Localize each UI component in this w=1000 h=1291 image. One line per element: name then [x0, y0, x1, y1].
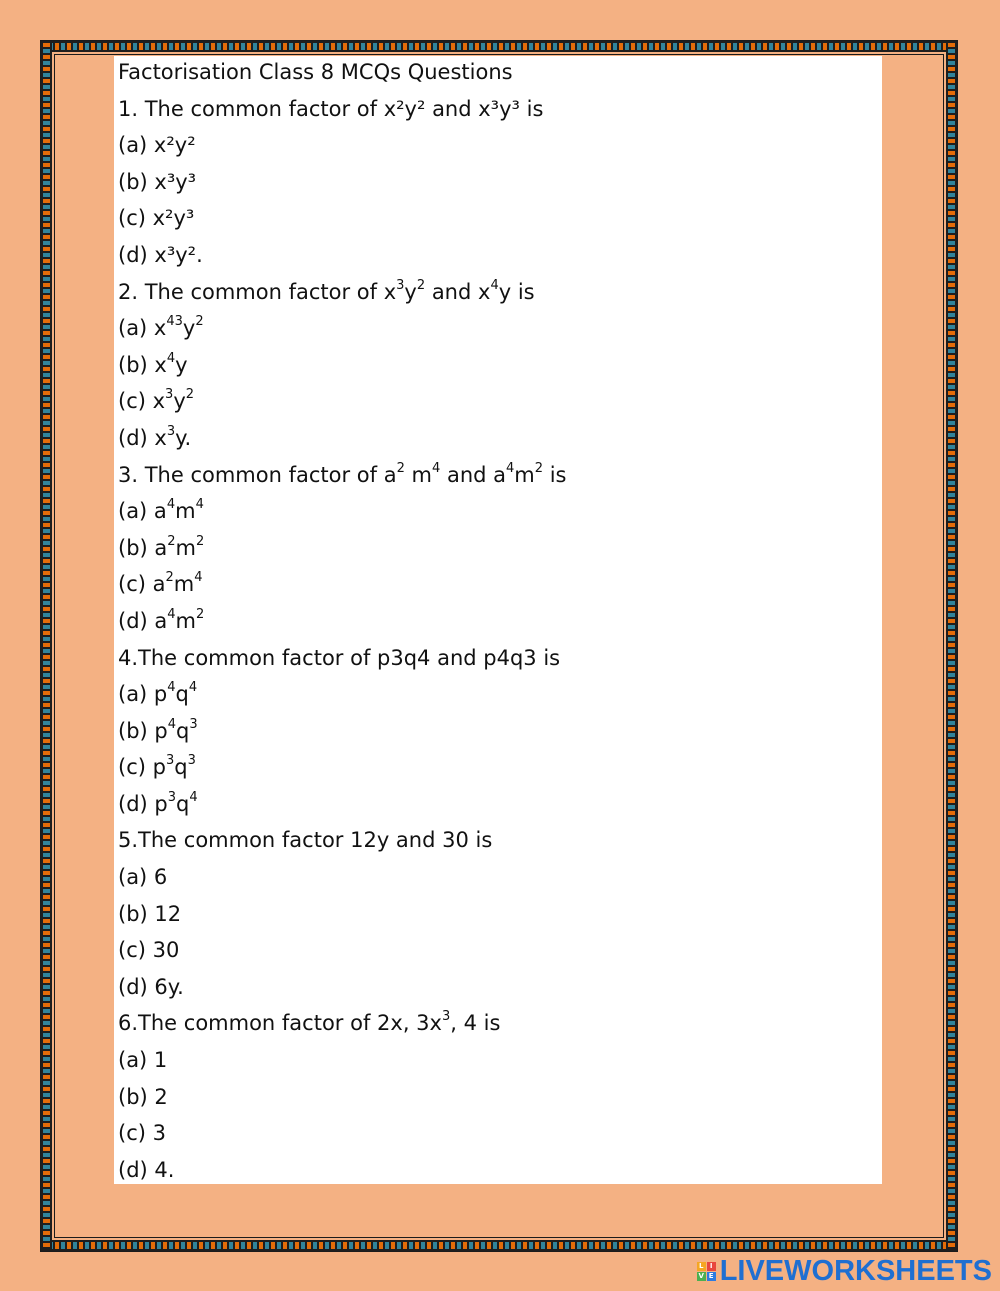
q5-option-a: (a) 6	[118, 865, 168, 890]
q3-option-b: (b) $a^2m^2$	[118, 533, 205, 560]
q1-option-c: (c) x²y³	[118, 206, 195, 231]
q2-option-d: (d) $x^3y$.	[118, 423, 192, 450]
q2-option-a: (a) $x^{43}y^2$	[118, 314, 204, 341]
q5-option-b: (b) 12	[118, 901, 182, 926]
logo-mark-icon: L I V E	[697, 1262, 716, 1281]
border-left	[41, 41, 52, 1251]
border-bottom	[41, 1240, 957, 1251]
question-3: 3. The common factor of $a^2$ $m^4$ and $a^4m^2$ is	[118, 460, 567, 487]
worksheet-title: Factorisation Class 8 MCQs Questions	[118, 60, 513, 84]
q6-option-b: (b) 2	[118, 1084, 168, 1109]
question-2: 2. The common factor of $x^3y^2$ and $x^4y$ is	[118, 277, 535, 304]
question-4: 4.The common factor of p3q4 and p4q3 is	[118, 645, 561, 670]
q4-option-c: (c) $p^3q^3$	[118, 753, 196, 780]
q5-option-d: (d) 6y.	[118, 974, 184, 999]
liveworksheets-logo	[697, 1255, 992, 1287]
q2-option-c: (c) $x^3y^2$	[118, 387, 195, 414]
q4-option-d: (d) $p^3q^4$	[118, 789, 198, 816]
q3-option-a: (a) $a^4m^4$	[118, 497, 204, 524]
question-5: 5.The common factor 12y and 30 is	[118, 828, 493, 853]
q2-option-b: (b) $x^4y$	[118, 350, 188, 377]
q6-option-d: (d) 4.	[118, 1157, 175, 1182]
q6-option-a: (a) 1	[118, 1048, 168, 1073]
border-right	[946, 41, 957, 1251]
question-6: 6.The common factor of 2x, $3x^3$, 4 is	[118, 1009, 501, 1036]
q3-option-d: (d) $a^4m^2$	[118, 606, 205, 633]
q5-option-c: (c) 30	[118, 938, 180, 963]
q1-option-b: (b) x³y³	[118, 169, 197, 194]
q1-option-d: (d) x³y².	[118, 242, 203, 267]
q4-option-a: (a) $p^4q^4$	[118, 680, 198, 707]
logo-text: LIVEWORKSHEETS	[719, 1254, 992, 1287]
question-1: 1. The common factor of x²y² and x³y³ is	[118, 96, 544, 121]
border-top	[41, 41, 957, 52]
q3-option-c: (c) $a^2m^4$	[118, 570, 203, 597]
q4-option-b: (b) $p^4q^3$	[118, 716, 198, 743]
q1-option-a: (a) x²y²	[118, 133, 196, 158]
q6-option-c: (c) 3	[118, 1121, 166, 1146]
worksheet-content	[118, 54, 878, 1188]
